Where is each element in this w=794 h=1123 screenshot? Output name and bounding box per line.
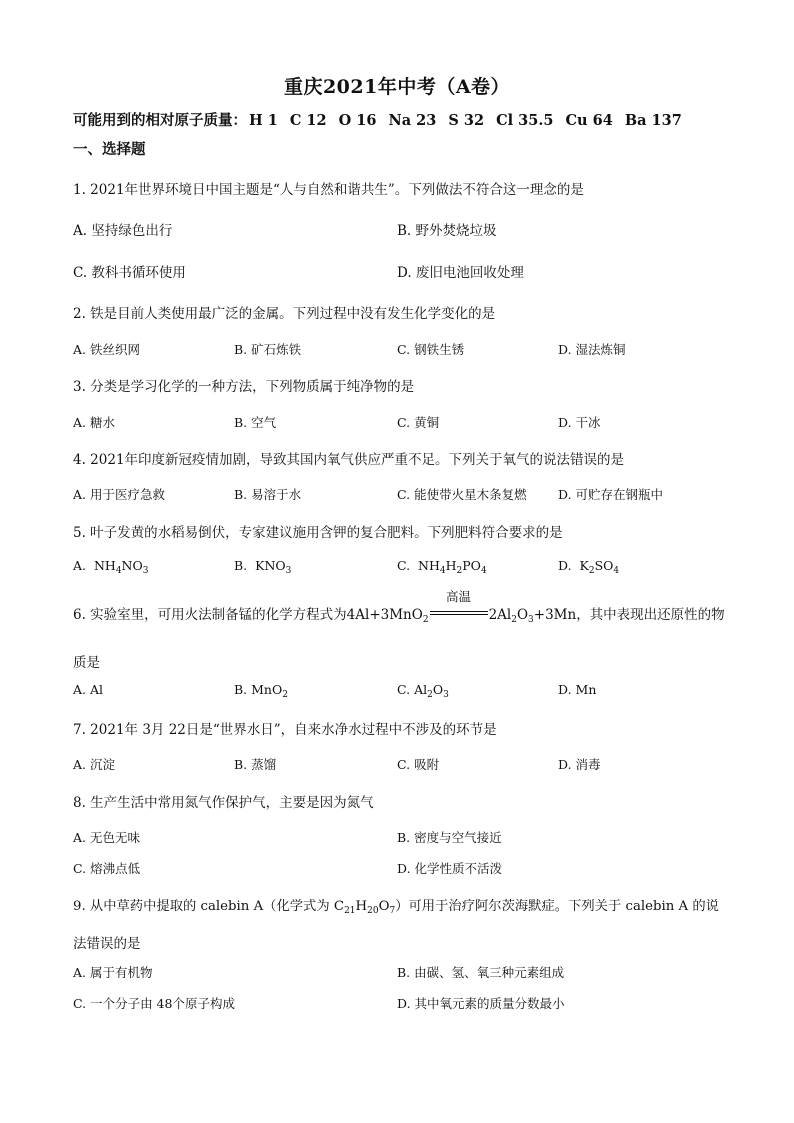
question-3-option-c[interactable]: C. 黄铜: [397, 415, 440, 430]
question-2-option-a[interactable]: A. 铁丝织网: [73, 342, 140, 357]
question-7-option-c[interactable]: C. 吸附: [397, 757, 440, 772]
question-7-option-b[interactable]: B. 蒸馏: [234, 757, 277, 772]
question-7-stem: 7. 2021年 3月 22日是“世界水日”，自来水净水过程中不涉及的环节是: [73, 722, 497, 738]
formula-subscript: 2: [456, 566, 463, 576]
formula-part: 4Al+3MnO: [346, 607, 423, 623]
question-7-option-d[interactable]: D. 消毒: [558, 757, 601, 772]
question-7-option-a[interactable]: A. 沉淀: [73, 757, 115, 772]
question-4-option-c[interactable]: C. 能使带火星木条复燃: [397, 487, 527, 502]
question-9-option-c[interactable]: C. 一个分子由 48个原子构成: [73, 996, 235, 1011]
formula-part: NH: [93, 558, 116, 573]
question-8-option-a[interactable]: A. 无色无味: [73, 830, 140, 845]
question-8-stem: 8. 生产生活中常用氮气作保护气，主要是因为氮气: [73, 795, 374, 811]
reaction-condition: 高温: [446, 589, 472, 604]
formula-part: 2Al: [488, 607, 512, 623]
question-6-stem: [73, 589, 725, 625]
question-1-option-d[interactable]: D. 废旧电池回收处理: [397, 265, 524, 281]
question-2-option-b[interactable]: B. 矿石炼铁: [234, 342, 302, 357]
question-2-stem: 2. 铁是目前人类使用最广泛的金属。下列过程中没有发生化学变化的是: [73, 306, 496, 322]
formula-part: NO: [121, 558, 143, 573]
question-1-option-b[interactable]: B. 野外焚烧垃圾: [397, 223, 497, 239]
mass-item: O 16: [338, 112, 377, 129]
question-8-option-d[interactable]: D. 化学性质不活泼: [397, 861, 503, 876]
formula-subscript: 4: [480, 566, 487, 576]
question-9-option-d[interactable]: D. 其中氧元素的质量分数最小: [397, 996, 565, 1011]
question-6-option-a[interactable]: A. Al: [73, 682, 103, 697]
chemical-equation: [346, 589, 577, 625]
formula-part: NH: [418, 558, 440, 573]
mass-item: Ba 137: [624, 112, 682, 129]
question-1-option-c[interactable]: C. 教科书循环使用: [73, 265, 186, 281]
question-3-option-d[interactable]: D. 干冰: [558, 415, 601, 430]
mass-item: Cu 64: [565, 112, 613, 129]
formula-subscript: 7: [389, 906, 396, 916]
question-4-option-b[interactable]: B. 易溶于水: [234, 487, 302, 502]
question-6-option-d[interactable]: D. Mn: [558, 682, 597, 697]
question-9-option-b[interactable]: B. 由碳、氢、氧三种元素组成: [397, 965, 565, 980]
formula-part: O: [516, 607, 529, 623]
formula-subscript: 4: [613, 566, 620, 576]
formula-part: C. Al: [397, 682, 428, 697]
formula-part: PO: [462, 558, 481, 573]
formula-subscript: 4: [439, 566, 446, 576]
formula-part: O: [432, 682, 444, 697]
formula-subscript: 2: [282, 690, 288, 700]
question-1-stem: 1. 2021年世界环境日中国主题是“人与自然和谐共生”。下列做法不符合这一理念的是: [73, 182, 584, 198]
question-6-option-b[interactable]: [234, 682, 288, 700]
option-letter: A.: [73, 558, 87, 573]
formula-subscript: 4: [115, 566, 122, 576]
mass-item: Na 23: [388, 112, 437, 129]
formula-part: O: [378, 899, 390, 914]
question-4-option-d[interactable]: D. 可贮存在钢瓶中: [558, 487, 664, 502]
formula-subscript: 3: [142, 566, 149, 576]
masses-label: 可能用到的相对原子质量：: [73, 112, 247, 129]
formula-part: KNO: [255, 558, 286, 573]
formula-part: +3Mn: [533, 607, 577, 623]
formula-subscript: 3: [528, 615, 534, 625]
formula-subscript: 2: [511, 615, 517, 625]
question-3-option-a[interactable]: A. 糖水: [73, 415, 115, 430]
question-9-stem: [73, 895, 719, 914]
stem-text: ，其中表现出还原性的物: [576, 607, 725, 623]
question-5-option-b[interactable]: [234, 558, 292, 576]
formula-subscript: 2: [422, 615, 429, 625]
question-1-option-a[interactable]: A. 坚持绿色出行: [73, 223, 173, 239]
question-5-stem: 5. 叶子发黄的水稻易倒伏，专家建议施用含钾的复合肥料。下列肥料符合要求的是: [73, 525, 563, 541]
reaction-arrow: [429, 589, 489, 623]
section-heading: 一、选择题: [73, 141, 146, 158]
formula-part: H: [355, 899, 368, 914]
double-line: [430, 611, 488, 615]
question-3-stem: 3. 分类是学习化学的一种方法，下列物质属于纯净物的是: [73, 379, 415, 395]
formula-part: K: [579, 558, 589, 573]
formula-subscript: 3: [285, 566, 292, 576]
formula-subscript: 2: [427, 690, 433, 700]
question-9-option-a[interactable]: A. 属于有机物: [73, 965, 153, 980]
option-letter: B.: [234, 558, 248, 573]
mass-item: H 1: [249, 112, 278, 129]
question-5-option-d[interactable]: [558, 558, 620, 576]
question-2-option-c[interactable]: C. 钢铁生锈: [397, 342, 465, 357]
question-6-option-c[interactable]: [397, 682, 449, 700]
formula-part: B. MnO: [234, 682, 283, 697]
mass-item: C 12: [289, 112, 327, 129]
question-8-option-c[interactable]: C. 熔沸点低: [73, 861, 141, 876]
stem-text: 9. 从中草药中提取的 calebin A（化学式为 C: [73, 899, 345, 914]
question-8-option-b[interactable]: B. 密度与空气接近: [397, 830, 502, 845]
page-title: 重庆2021年中考（A卷）: [283, 76, 511, 98]
option-letter: D.: [558, 558, 572, 573]
formula-part: SO: [594, 558, 614, 573]
option-letter: C.: [397, 558, 411, 573]
mass-item: Cl 35.5: [496, 112, 554, 129]
formula-subscript: 2: [588, 566, 595, 576]
formula-part: H: [445, 558, 457, 573]
stem-text: 6. 实验室里，可用火法制备锰的化学方程式为: [73, 607, 347, 623]
mass-item: S 32: [448, 112, 485, 129]
question-5-option-a[interactable]: [73, 558, 149, 576]
question-4-stem: 4. 2021年印度新冠疫情加剧，导致其国内氧气供应严重不足。下列关于氧气的说法错误的是: [73, 452, 625, 468]
question-9-stem-line2: 法错误的是: [73, 936, 141, 952]
relative-atomic-masses: [73, 109, 694, 130]
question-5-option-c[interactable]: [397, 558, 487, 576]
question-6-stem-line2: 质是: [73, 655, 100, 671]
stem-text: ）可用于治疗阿尔茨海默症。下列关于 calebin A 的说: [395, 899, 719, 914]
formula-subscript: 3: [443, 690, 449, 700]
question-2-option-d[interactable]: D. 湿法炼铜: [558, 342, 626, 357]
question-4-option-a[interactable]: A. 用于医疗急救: [73, 487, 165, 502]
question-3-option-b[interactable]: B. 空气: [234, 415, 277, 430]
formula-subscript: 21: [344, 906, 356, 916]
formula-subscript: 20: [367, 906, 379, 916]
